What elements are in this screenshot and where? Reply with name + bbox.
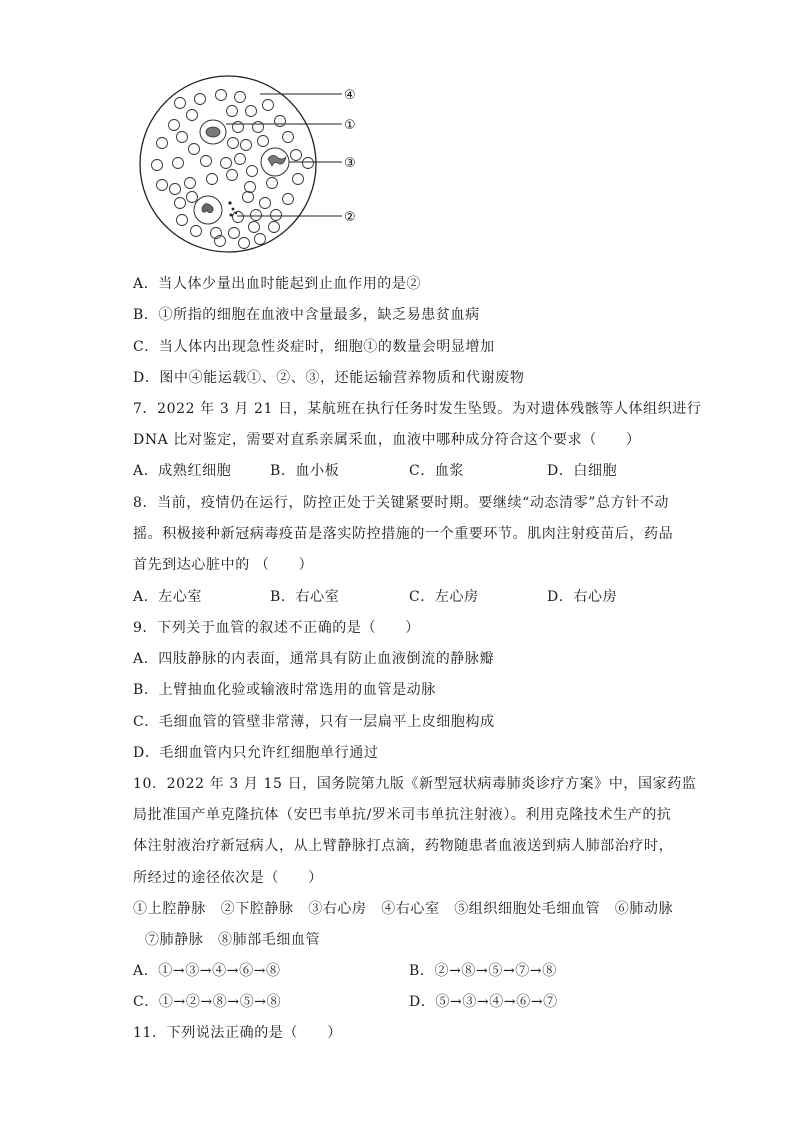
red-blood-cell (195, 94, 206, 105)
red-blood-cell (267, 178, 278, 189)
q8-option-c: C．左心房 (409, 589, 479, 605)
q7-option-c: C．血浆 (409, 463, 465, 479)
q7-option-a: A．成熟红细胞 (133, 463, 232, 479)
red-blood-cell (173, 158, 184, 169)
cell-2 (194, 196, 222, 224)
red-blood-cell (187, 110, 198, 121)
red-blood-cell (227, 106, 238, 117)
red-blood-cell (177, 215, 188, 226)
q11-stem: 11．下列说法正确的是（ ） (133, 1025, 342, 1041)
q9-option-d: D．毛细血管内只允许红细胞单行通过 (133, 745, 379, 761)
q10-stem-line: 局批准国产单克隆抗体（安巴韦单抗/罗米司韦单抗注射液）。利用克隆技术生产的抗 (133, 807, 672, 823)
q6-option-c: C．当人体内出现急性炎症时，细胞①的数量会明显增加 (133, 339, 495, 355)
red-blood-cell (235, 154, 246, 165)
red-blood-cell (253, 122, 264, 133)
q7-stem-line: 7．2022 年 3 月 21 日，某航班在执行任务时发生坠毁。为对遗体残骸等人体组织进行 (133, 401, 702, 417)
red-blood-cell (152, 160, 163, 171)
red-blood-cell (227, 170, 238, 181)
red-blood-cell (291, 150, 302, 161)
cell-3 (261, 148, 289, 176)
red-blood-cell (187, 192, 198, 203)
red-blood-cell (269, 222, 280, 233)
red-blood-cell (216, 90, 227, 101)
red-blood-cell (201, 156, 212, 167)
q6-option-b: B．①所指的细胞在血液中含量最多，缺乏易患贫血病 (133, 307, 480, 323)
label-3: ③ (344, 156, 356, 171)
q10-option-b: B．②→⑧→⑤→⑦→⑧ (409, 963, 557, 979)
label-1: ① (344, 118, 356, 133)
red-blood-cell (275, 116, 286, 127)
q10-option-d: D．⑤→③→④→⑥→⑦ (409, 994, 558, 1010)
q10-items-line: ⑦肺静脉 ⑧肺部毛细血管 (145, 932, 321, 948)
red-blood-cell (229, 228, 240, 239)
q7-option-d: D．白细胞 (547, 463, 618, 479)
q9-option-b: B．上臂抽血化验或输液时常选用的血管是动脉 (133, 682, 436, 698)
q10-stem-line: 所经过的途径依次是（ ） (133, 870, 323, 886)
q10-stem-line: 10．2022 年 3 月 15 日，国务院第九版《新型冠状病毒肺炎诊疗方案》中，国家药监 (133, 776, 697, 792)
red-blood-cell (293, 174, 304, 185)
cell-1 (200, 120, 226, 144)
q8-option-d: D．右心房 (547, 589, 618, 605)
red-blood-cell (283, 132, 294, 143)
red-blood-cell (247, 166, 258, 177)
red-blood-cell (233, 212, 244, 223)
red-blood-cell (263, 100, 274, 111)
red-blood-cell (177, 132, 188, 143)
red-blood-cell (255, 234, 266, 245)
label-4: ④ (344, 88, 356, 103)
red-blood-cell (239, 238, 250, 249)
red-blood-cell (175, 198, 186, 209)
q9-stem: 9．下列关于血管的叙述不正确的是（ ） (133, 620, 420, 636)
red-blood-cell (258, 136, 269, 147)
red-blood-cell (170, 184, 181, 195)
red-blood-cell (157, 138, 168, 149)
red-blood-cell (303, 158, 314, 169)
q10-option-a: A．①→③→④→⑥→⑧ (133, 963, 281, 979)
red-blood-cell (235, 92, 246, 103)
q8-option-a: A．左心室 (133, 589, 203, 605)
microscope-field (140, 76, 316, 252)
red-blood-cell (251, 210, 262, 221)
q10-option-c: C．①→②→⑧→⑤→⑧ (133, 994, 282, 1010)
red-blood-cell (249, 222, 260, 233)
red-blood-cell (175, 98, 186, 109)
red-blood-cell (233, 122, 244, 133)
red-blood-cell (207, 174, 218, 185)
red-blood-cell (283, 194, 294, 205)
red-blood-cell (221, 158, 232, 169)
q6-option-a: A．当人体少量出血时能起到止血作用的是② (133, 276, 422, 292)
q7-stem-line: DNA 比对鉴定，需要对直系亲属采血，血液中哪种成分符合这个要求（ ） (133, 432, 641, 448)
red-blood-cell (157, 180, 168, 191)
red-blood-cell (228, 138, 239, 149)
q7-option-b: B．血小板 (270, 463, 340, 479)
red-blood-cell (260, 198, 271, 209)
q8-stem-line: 首先到达心脏中的 （ ） (133, 557, 314, 573)
blood-smear-figure (120, 75, 370, 255)
q8-stem-line: 8．当前，疫情仍在运行，防控正处于关键紧要时期。要继续“动态清零”总方针不动 (133, 495, 670, 511)
q6-option-d: D．图中④能运载①、②、③，还能运输营养物质和代谢废物 (133, 370, 525, 386)
q9-option-c: C．毛细血管的管壁非常薄，只有一层扁平上皮细胞构成 (133, 714, 495, 730)
red-blood-cell (245, 182, 256, 193)
q8-option-b: B．右心室 (270, 589, 340, 605)
label-2: ② (344, 210, 356, 225)
red-blood-cell (271, 210, 282, 221)
red-blood-cell (246, 106, 257, 117)
red-blood-cells (152, 90, 314, 249)
q8-stem-line: 摇。积极接种新冠病毒疫苗是落实防控措施的一个重要环节。肌肉注射疫苗后，药品 (133, 526, 674, 542)
red-blood-cell (191, 226, 202, 237)
red-blood-cell (189, 144, 200, 155)
red-blood-cell (241, 140, 252, 151)
red-blood-cell (185, 178, 196, 189)
red-blood-cell (169, 120, 180, 131)
q9-option-a: A．四肢静脉的内表面，通常具有防止血液倒流的静脉瓣 (133, 651, 495, 667)
q10-stem-line: 体注射液治疗新冠病人，从上臂静脉打点滴，药物随患者血液送到病人肺部治疗时， (133, 838, 674, 854)
q10-items-line: ①上腔静脉 ②下腔静脉 ③右心房 ④右心室 ⑤组织细胞处毛细血管 ⑥肺动脉 (133, 901, 674, 917)
red-blood-cell (243, 192, 254, 203)
